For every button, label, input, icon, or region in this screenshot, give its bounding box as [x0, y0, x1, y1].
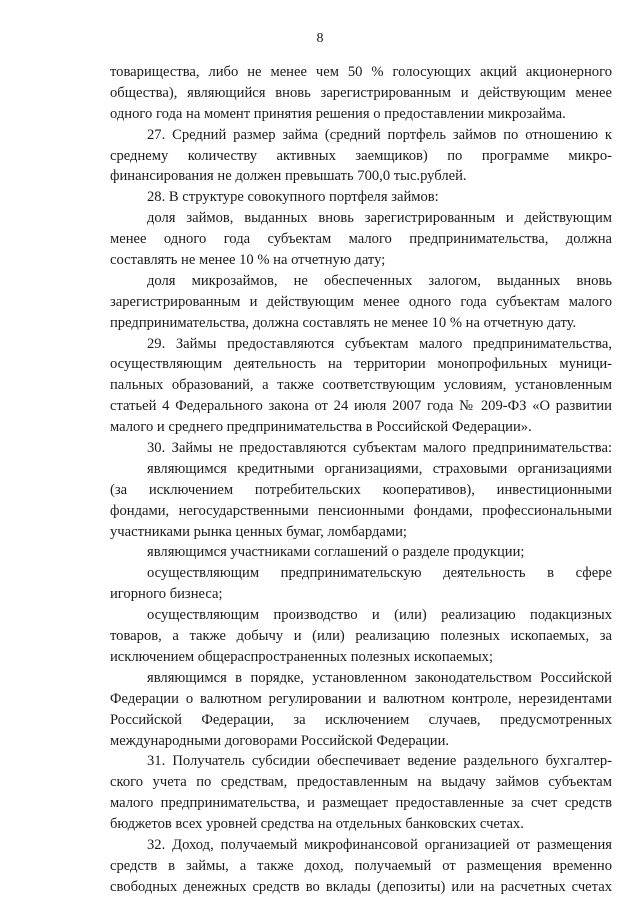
text-line: среднему количеству активных заемщиков) по программе микро-: [110, 147, 612, 164]
text-line: зарегистрированным и действующим менее одного года субъектам малого: [110, 293, 612, 310]
text-line: одного года на момент принятия решения о предоставлении микрозайма.: [110, 105, 566, 122]
text-line: финансирования не должен превышать 700,0 тыс.рублей.: [110, 168, 467, 185]
text-line: пальных образований, а также соответствующим условиям, установленным: [110, 377, 612, 394]
text-line: осуществляющим деятельность на территории монопрофильных муници-: [110, 356, 612, 373]
text-line: осуществляющим производство и (или) реализацию подакцизных: [147, 607, 612, 624]
text-line: Федерации о валютном регулировании и валютном контроле, нерезидентами: [110, 690, 612, 707]
text-line: товаров, а также добычу и (или) реализацию полезных ископаемых, за: [110, 628, 612, 645]
text-line: являющимся в порядке, установленном законодательством Российской: [147, 669, 612, 686]
text-line: международными договорами Российской Федерации.: [110, 732, 450, 749]
document-body: [110, 62, 612, 898]
text-line: 29. Займы предоставляются субъектам малого предпринимательства,: [147, 335, 612, 352]
text-line: 31. Получатель субсидии обеспечивает ведение раздельного бухгалтер-: [147, 753, 612, 770]
text-line: 32. Доход, получаемый микрофинансовой организацией от размещения: [147, 836, 612, 853]
text-line: статьей 4 Федерального закона от 24 июля 2007 года № 209-ФЗ «О развитии: [110, 398, 612, 415]
text-line: бюджетов всех уровней средства на отдельных банковских счетах.: [110, 816, 524, 833]
text-line: малого и среднего предпринимательства в Российской Федерации».: [110, 419, 532, 436]
text-line: ского учета по средствам, предоставленным на выдачу займов субъектам: [110, 774, 612, 791]
text-line: общества), являющийся вновь зарегистрированным и действующим менее: [110, 84, 612, 101]
text-line: являющимся участниками соглашений о разделе продукции;: [147, 544, 525, 561]
text-line: исключением общераспространенных полезных ископаемых;: [110, 648, 493, 665]
text-line: свободных денежных средств во вклады (депозиты) или на расчетных счетах: [110, 878, 612, 895]
text-line: средств в займы, а также доход, получаемый от размещения временно: [110, 857, 612, 874]
text-line: 27. Средний размер займа (средний портфель займов по отношению к: [147, 126, 612, 143]
page-number: 8: [316, 31, 324, 46]
text-line: участниками рынка ценных бумаг, ломбардами;: [110, 523, 407, 540]
text-line: доля займов, выданных вновь зарегистрированным и действующим: [147, 210, 612, 227]
text-line: Российской Федерации, за исключением случаев, предусмотренных: [110, 711, 612, 728]
text-line: (за исключением потребительских кооперативов), инвестиционными: [110, 481, 612, 498]
text-line: игорного бизнеса;: [110, 586, 223, 603]
text-line: осуществляющим предпринимательскую деятельность в сфере: [147, 565, 612, 582]
text-line: малого предпринимательства, и размещает предоставленные за счет средств: [110, 795, 612, 812]
text-line: предпринимательства, должна составлять не менее 10 % на отчетную дату.: [110, 314, 577, 331]
text-line: 28. В структуре совокупного портфеля займов:: [147, 189, 439, 206]
text-line: являющимся кредитными организациями, страховыми организациями: [147, 460, 612, 477]
text-line: товарищества, либо не менее чем 50 % голосующих акций акционерного: [110, 64, 612, 80]
text-line: составлять не менее 10 % на отчетную дату;: [110, 252, 386, 269]
text-line: фондами, негосударственными пенсионными фондами, профессиональными: [110, 502, 612, 519]
text-line: доля микрозаймов, не обеспеченных залогом, выданных вновь: [147, 272, 612, 289]
text-line: 30. Займы не предоставляются субъектам малого предпринимательства:: [147, 440, 612, 457]
text-line: менее одного года субъектам малого предпринимательства, должна: [110, 231, 612, 248]
